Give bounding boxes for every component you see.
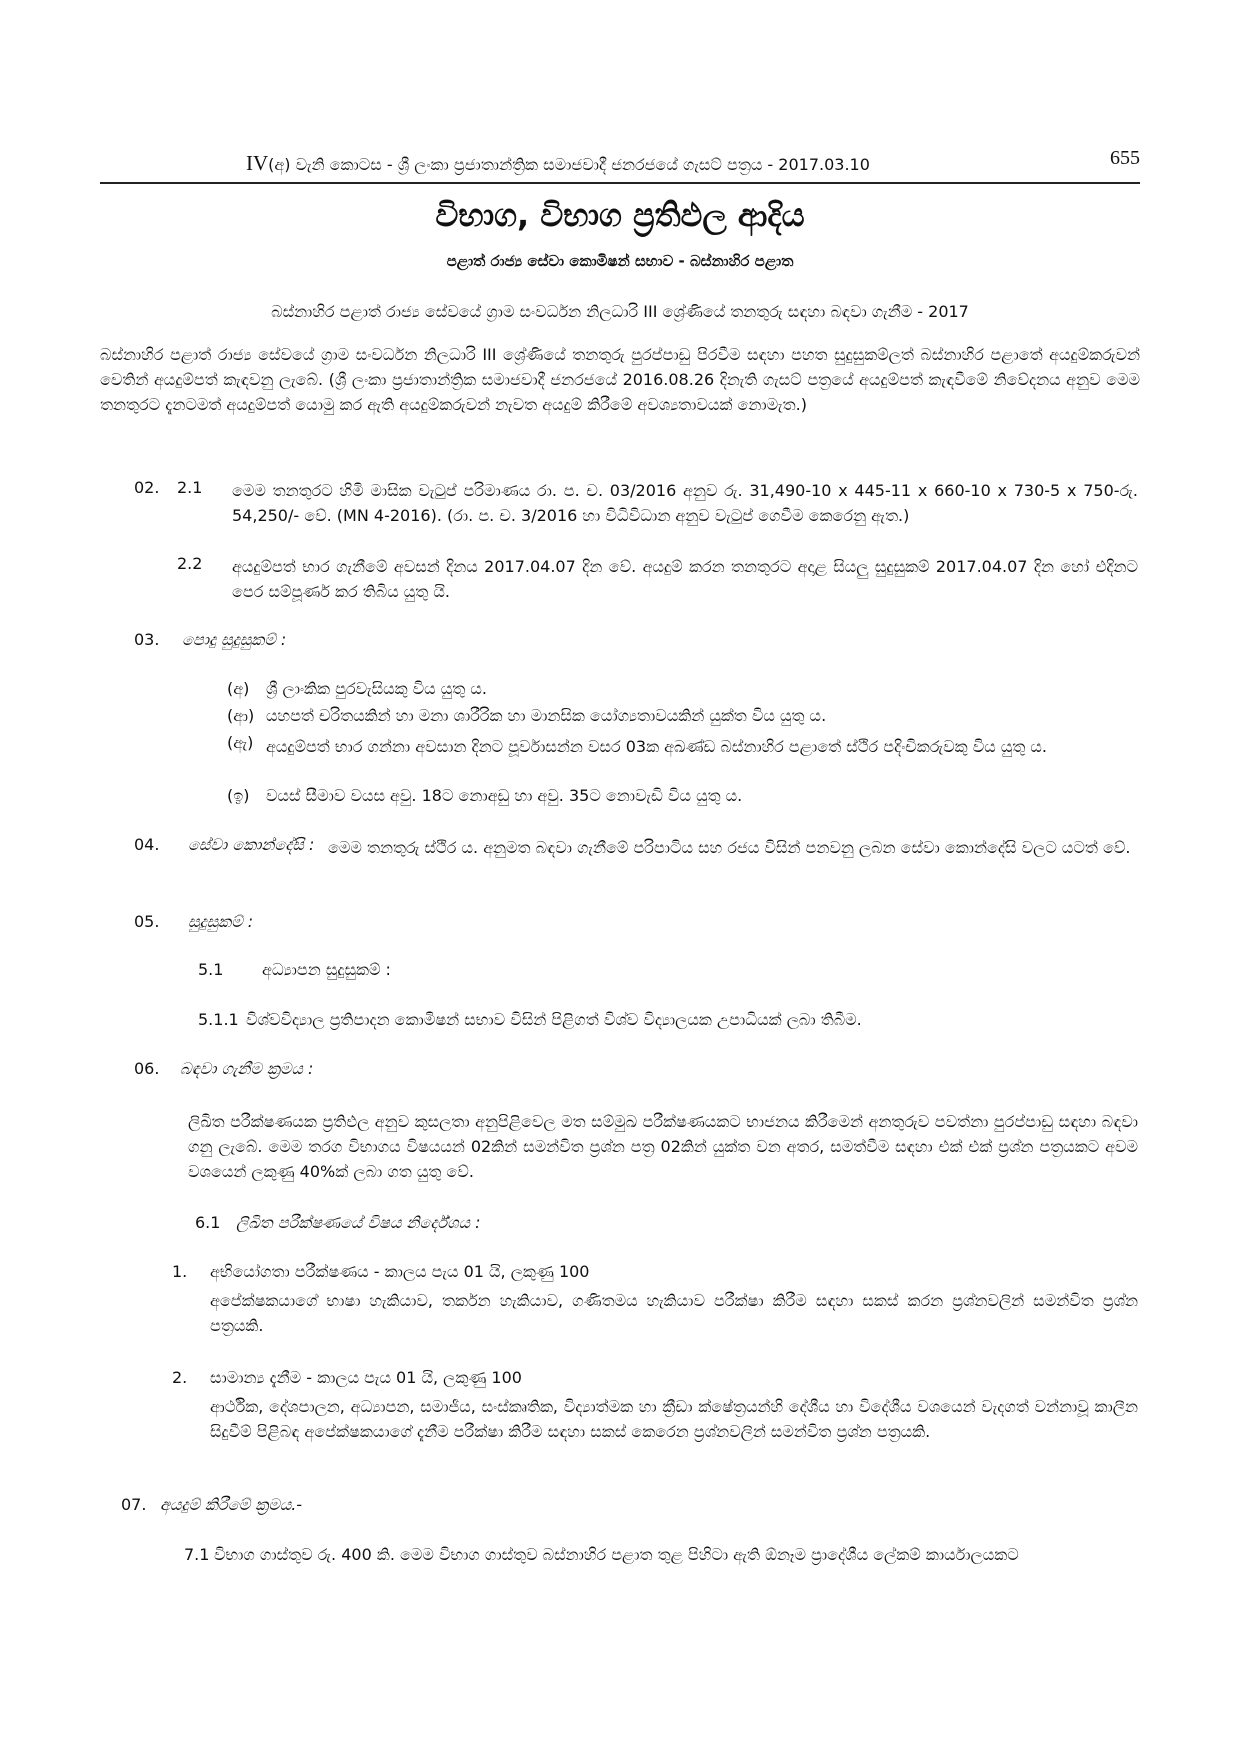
section-05-number: 05. — [134, 912, 160, 931]
section-06-label: බඳවා ගැනීම ක්‍රමය : — [180, 1059, 314, 1078]
header-text — [246, 151, 870, 176]
paper-number: 2. — [172, 1368, 188, 1387]
list-item-mark: (ඇ) — [227, 733, 254, 752]
section-6-1-label: ලිඛිත පරීක්ෂණයේ විෂය නිර්දේශය : — [236, 1213, 481, 1232]
list-item-mark: (අ) — [227, 679, 250, 698]
section-04-label: සේවා කොන්දේසි : — [188, 835, 315, 854]
section-2-1-number: 2.1 — [177, 478, 203, 497]
intro-paragraph: බස්නාහිර පළාත් රාජ්‍ය සේවයේ ග්‍රාම සංවර්ධන නිලධාරි III ශ්‍රේණියේ තනතුරු පුරප්පාඩු පිරවීම සඳහා පහත සුදුසුකම්ලත් බස්නාහිර පළාතේ අයදුම්කරුවන් වෙතින් අයදුම්පත් කැඳවනු ලැබේ. (ශ්‍රී ලංකා ප්‍රජාතාන්ත්‍රික සමාජවාදී ජනරජයේ 2016.08.26 දිනැති ගැසට් පත්‍රයේ අයදුම්පත් කැඳවීමේ නිවේදනය අනුව මෙම තනතුරට දැනටමත් අයදුම්පත් යොමු කර ඇති අයදුම්කරුවන් නැවත අයදුම් කිරීමේ අවශ්‍යතාවයක් නොමැත.) — [100, 345, 1140, 414]
running-header — [100, 147, 1140, 181]
section-03-label: පොදු සුදුසුකම් : — [182, 630, 287, 649]
list-item-mark: (ඉ) — [227, 786, 250, 805]
section-06-number: 06. — [134, 1059, 160, 1078]
section-2-1-text: මෙම තනතුරට හිමි මාසික වැටුප් පරිමාණය රා. ප. ච. 03/2016 අනුව රු. 31,490-10 x 445-11 x 660-10 x 730-5 x 750-රු. 54,250/- වේ. (MN 4-2016). (රා. ප. ච. 3/2016 හා විධිවිධාන අනුව වැටුප් ගෙවීම කෙරෙනු ඇත.) — [232, 481, 1138, 525]
page-subtitle: පළාත් රාජ්‍ය සේවා කොමිෂන් සභාව - බස්නාහිර පළාත — [446, 252, 794, 270]
header-running-title: (අ) වැනි කොටස - ශ්‍රී ලංකා ප්‍රජාතාන්ත්‍රික සමාජවාදී ජනරජයේ ගැසට් පත්‍රය - 2017.03.10 — [268, 155, 870, 174]
paper-description: ආර්ථික, දේශපාලන, අධ්‍යාපන, සමාජීය, සංස්කෘතික, විද්‍යාත්මක හා ක්‍රීඩා ක්ෂේත්‍රයන්හි දේශීය හා විදේශීය වශයෙන් වැදගත් වන්නාවූ කාලීන සිදුවීම් පිළිබඳ අපේක්ෂකයාගේ දැනීම පරීක්ෂා කිරීම සඳහා සකස් කෙරෙන ප්‍රශ්නවලින් සමන්විත ප්‍රශ්න පත්‍රයකි. — [210, 1397, 1138, 1441]
paper-number: 1. — [172, 1262, 188, 1281]
page-number: 655 — [1110, 147, 1140, 169]
section-07-label: අයදුම් කිරීමේ ක්‍රමය.- — [160, 1495, 303, 1514]
paper-title: සාමාන්‍ය දැනීම - කාලය පැය 01 යි, ලකුණු 100 — [210, 1368, 522, 1387]
paper-description: අපේක්ෂකයාගේ භාෂා හැකියාව, තර්කන හැකියාව, ගණිතමය හැකියාව පරීක්ෂා කිරීම සඳහා සකස් කරන ප්‍රශ්නවලින් සමන්විත ප්‍රශ්න පත්‍රයකි. — [210, 1291, 1138, 1335]
section-04-text: මෙම තනතුරු ස්ථිර ය. අනුමත බඳවා ගැනීමේ පරිපාටිය සහ රජය විසින් පනවනු ලබන සේවා කොන්දේසි වලට යටත් වේ. — [328, 838, 1131, 857]
section-05-label: සුදුසුකම් : — [188, 912, 254, 931]
notice-heading: බස්නාහිර පළාත් රාජ්‍ය සේවයේ ග්‍රාම සංවර්ධන නිලධාරි III ශ්‍රේණියේ තනතුරු සඳහා බඳවා ගැනීම - 2017 — [271, 302, 969, 321]
section-2-2-number: 2.2 — [177, 554, 203, 573]
header-divider — [100, 182, 1140, 184]
section-5-1-label: අධ්‍යාපන සුදුසුකම් : — [262, 960, 391, 979]
paper-title: අභියෝගතා පරීක්ෂණය - කාලය පැය 01 යි, ලකුණු 100 — [210, 1262, 590, 1281]
section-2-2-text: අයදුම්පත් භාර ගැනීමේ අවසන් දිනය 2017.04.07 දින වේ. අයදුම් කරන තනතුරට අදාළ සියලු සුදුසුකම් 2017.04.07 දින හෝ එදිනට පෙර සම්පූර්ණ කර තිබිය යුතු යි. — [232, 557, 1138, 601]
section-04-number: 04. — [134, 835, 160, 854]
section-02-number: 02. — [134, 478, 160, 497]
page-title: විභාග, විභාග ප්‍රතිඵල ආදිය — [435, 196, 805, 234]
section-03-number: 03. — [134, 630, 160, 649]
section-7-1-number: 7.1 — [184, 1545, 210, 1564]
section-5-1-1-text: විශ්වවිද්‍යාල ප්‍රතිපාදන කොමිෂන් සභාව විසින් පිළිගත් විශ්ව විද්‍යාලයක උපාධියක් ලබා තිබීම. — [246, 1010, 862, 1029]
section-06-text: ලිඛිත පරීක්ෂණයක ප්‍රතිඵල අනුව කුසලතා අනුපිළිවෙල මත සම්මුඛ පරීක්ෂණයකට භාජනය කිරීමෙන් අනතුරුව පවත්නා පුරප්පාඩු සඳහා බඳවා ගනු ලැබේ. මෙම තරග විභාගය විෂයයන් 02කින් සමන්විත ප්‍රශ්න පත්‍ර 02කින් යුක්ත වන අතර, සමත්වීම සඳහා එක් එක් ප්‍රශ්න පත්‍රයකට අවම වශයෙන් ලකුණු 40%ක් ලබා ගත යුතු වේ. — [188, 1112, 1138, 1181]
section-5-1-number: 5.1 — [198, 960, 224, 979]
list-item-text: යහපත් චරිතයකින් හා මනා ශාරීරික හා මානසික යෝග්‍යතාවයකින් යුක්ත විය යුතු ය. — [266, 706, 827, 725]
header-part: IV — [246, 151, 269, 175]
section-5-1-1-number: 5.1.1 — [198, 1010, 239, 1029]
list-item-text: අයදුම්පත් භාර ගන්නා අවසාන දිනට පූර්වාසන්න වසර 03ක අඛණ්ඩ බස්නාහිර පළාතේ ස්ථිර පදිංචිකරුවකු විය යුතු ය. — [266, 737, 1048, 756]
section-6-1-number: 6.1 — [195, 1213, 221, 1232]
list-item-text: ශ්‍රී ලාංකික පුරවැසියකු විය යුතු ය. — [266, 679, 487, 698]
section-07-number: 07. — [121, 1495, 147, 1514]
section-7-1-text: විභාග ගාස්තුව රු. 400 කි. මෙම විභාග ගාස්තුව බස්නාහිර පළාත තුළ පිහිටා ඇති ඕනෑම ප්‍රාදේශීය ලේකම් කාර්යාලයකට — [214, 1545, 1019, 1564]
list-item-text: වයස් සීමාව වයස අවු. 18ට නොඅඩු හා අවු. 35ට නොවැඩි විය යුතු ය. — [266, 786, 743, 805]
list-item-mark: (ආ) — [227, 706, 255, 725]
